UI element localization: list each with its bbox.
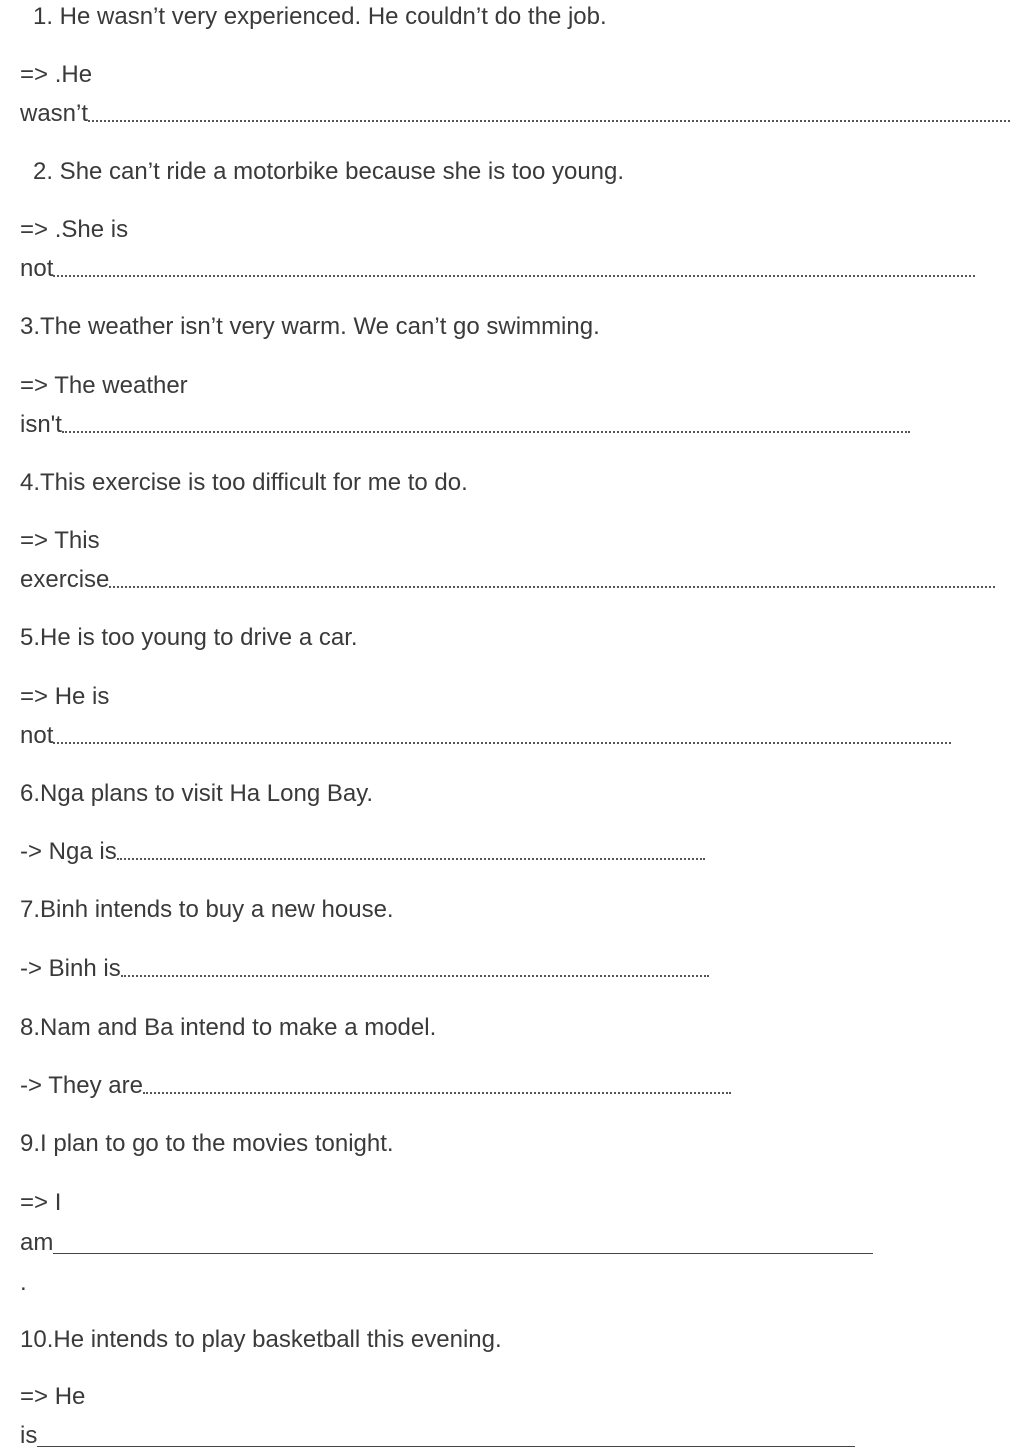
answer-prompt-9: => I xyxy=(20,1189,62,1216)
question-9: 9.I plan to go to the movies tonight. xyxy=(20,1130,394,1157)
answer-prompt-2: => .She is xyxy=(20,216,129,243)
answer-line-6 xyxy=(20,837,705,867)
question-8: 8.Nam and Ba intend to make a model. xyxy=(20,1014,437,1041)
answer-blank-5[interactable] xyxy=(53,742,951,744)
answer-blank-1[interactable] xyxy=(88,120,1010,122)
answer-stem-7: -> Binh is xyxy=(20,955,121,982)
answer-blank-4[interactable] xyxy=(109,586,995,588)
answer-line-2 xyxy=(20,254,975,284)
question-6: 6.Nga plans to visit Ha Long Bay. xyxy=(20,780,374,807)
question-4: 4.This exercise is too difficult for me to do. xyxy=(20,469,468,496)
answer-line-4 xyxy=(20,565,995,595)
answer-prompt-4: => This xyxy=(20,527,100,554)
answer-period-9: . xyxy=(20,1269,27,1296)
answer-line-5 xyxy=(20,721,951,751)
answer-blank-9[interactable] xyxy=(53,1253,873,1254)
answer-line-8 xyxy=(20,1071,731,1101)
answer-stem-2: not xyxy=(20,255,54,282)
answer-stem-3: isn't xyxy=(20,411,62,438)
answer-blank-3[interactable] xyxy=(62,431,910,433)
question-5: 5.He is too young to drive a car. xyxy=(20,624,358,651)
answer-blank-6[interactable] xyxy=(117,858,705,860)
answer-stem-5: not xyxy=(20,722,54,749)
answer-blank-7[interactable] xyxy=(121,975,709,977)
answer-blank-8[interactable] xyxy=(143,1092,731,1094)
answer-stem-4: exercise xyxy=(20,566,110,593)
answer-line-1 xyxy=(20,99,1010,129)
answer-blank-2[interactable] xyxy=(53,275,975,277)
question-3: 3.The weather isn’t very warm. We can’t go swimming. xyxy=(20,313,600,340)
question-7: 7.Binh intends to buy a new house. xyxy=(20,896,394,923)
question-10: 10.He intends to play basketball this evening. xyxy=(20,1326,502,1353)
answer-stem-9: am xyxy=(20,1229,54,1256)
answer-line-9 xyxy=(20,1228,873,1258)
answer-prompt-10: => He xyxy=(20,1383,86,1410)
answer-line-3 xyxy=(20,410,910,440)
answer-stem-8: -> They are xyxy=(20,1072,143,1099)
answer-prompt-1: => .He xyxy=(20,61,93,88)
answer-stem-10: is xyxy=(20,1422,38,1449)
answer-stem-6: -> Nga is xyxy=(20,838,117,865)
answer-stem-1: wasn’t xyxy=(20,100,89,127)
question-2: 2. She can’t ride a motorbike because she is too young. xyxy=(33,158,625,185)
answer-line-7 xyxy=(20,954,709,984)
answer-prompt-5: => He is xyxy=(20,683,110,710)
answer-line-10 xyxy=(20,1421,855,1451)
answer-blank-10[interactable] xyxy=(37,1446,855,1447)
question-1: 1. He wasn’t very experienced. He couldn’t do the job. xyxy=(33,3,607,30)
answer-prompt-3: => The weather xyxy=(20,372,188,399)
